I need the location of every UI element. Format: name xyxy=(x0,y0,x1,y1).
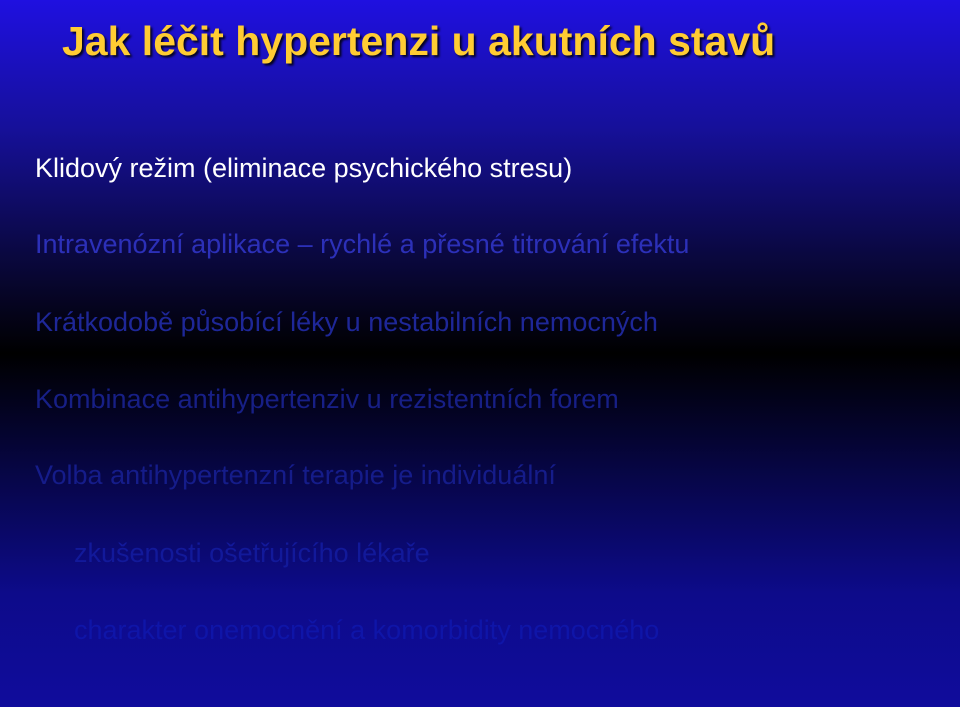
bullet-intravenozni-aplikace: Intravenózní aplikace – rychlé a přesné titrování efektu xyxy=(35,229,690,259)
bullet-volba-terapie: Volba antihypertenzní terapie je individuální xyxy=(35,460,556,490)
sub-bullet-zkusenosti: zkušenosti ošetřujícího lékaře xyxy=(74,538,430,568)
slide-title: Jak léčit hypertenzi u akutních stavů xyxy=(62,18,776,64)
bullet-kombinace-antihypertenziv: Kombinace antihypertenziv u rezistentních forem xyxy=(35,384,619,414)
bullet-kratkodobe-leky: Krátkodobě působící léky u nestabilních nemocných xyxy=(35,307,658,337)
sub-bullet-charakter-onemocneni: charakter onemocnění a komorbidity nemocného xyxy=(74,615,660,645)
bullet-klidovy-rezim: Klidový režim (eliminace psychického stresu) xyxy=(35,153,573,183)
